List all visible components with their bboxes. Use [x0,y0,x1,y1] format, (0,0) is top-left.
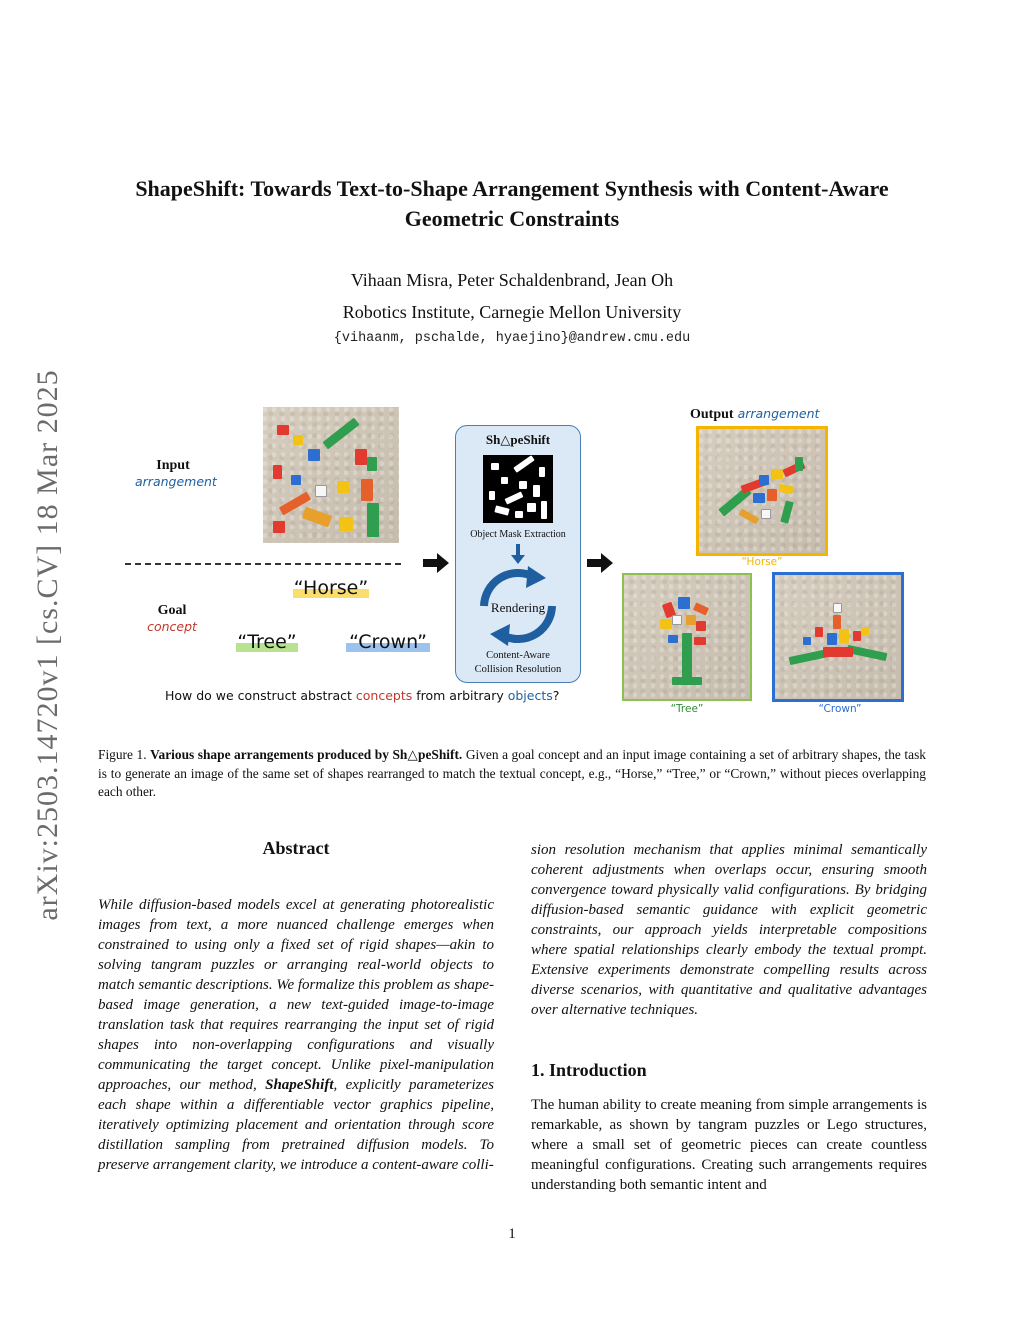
introduction-text: The human ability to create meaning from simple arrangements is remarkable, as shown by tangram puzzles or Lego structures, where a small set of geometric pieces can create countless meaningful configurations. Creating such arrangements requires understanding both semantic intent and [531,1097,927,1193]
photo-block [833,615,841,629]
photo-block [367,503,379,537]
method-panel [455,425,581,683]
figure-caption [98,746,926,802]
photo-block [273,521,285,533]
photo-block [308,449,320,461]
photo-block [339,517,353,531]
mask-block [513,455,534,473]
photo-block [696,621,706,631]
output-label-sub: arrangement [737,406,820,421]
mask-block [533,485,540,497]
mask-block [501,477,508,484]
photo-block [759,475,769,485]
photo-block [273,465,282,479]
rendering-label: Rendering [490,600,546,615]
photo-block [277,425,289,435]
photo-block [678,597,690,609]
output-crown-label: “Crown” [818,703,862,715]
author-emails: {vihaanm, pschalde, hyaejino}@andrew.cmu.edu [333,331,691,346]
concept-horse: “Horse” [293,577,369,599]
page-number: 1 [508,1226,516,1242]
photo-block [315,485,327,497]
photo-block [767,489,777,501]
title-line-2: Geometric Constraints [404,206,620,231]
mask-block [541,501,547,519]
figure-1 [0,395,1024,725]
question-end: ? [552,688,560,703]
output-label-title: Output [690,407,734,422]
introduction-heading: 1. Introduction [531,1060,647,1080]
photo-block [694,637,706,645]
mask-block [527,503,536,512]
photo-block [761,509,771,519]
dashed-divider [125,563,401,565]
mask-block [519,481,527,489]
concept-crown: “Crown” [346,631,430,653]
mask-block [505,491,524,504]
photo-block [355,449,367,465]
photo-block [367,457,377,471]
photo-block [815,627,823,637]
question-concepts: concepts [355,688,413,703]
concept-tree: “Tree” [237,631,297,653]
output-horse-photo [696,426,828,556]
mask-block [515,511,523,518]
question-objects: objects [507,688,553,703]
goal-label [140,603,204,634]
collision-label-1: Content-Aware [486,650,550,661]
question-part-1: How do we construct abstract [165,688,356,703]
photo-block [337,481,349,493]
input-label-title: Input [156,458,190,473]
abstract-method-name: ShapeShift [265,1077,334,1093]
mask-block [539,467,545,477]
photo-block [839,629,849,643]
photo-block [861,627,869,635]
photo-block [672,615,682,625]
mask-block [491,463,499,470]
arrow-down-icon [511,544,525,564]
method-name: Sh△peShift [485,432,551,447]
photo-block [668,635,678,643]
input-label-sub: arrangement [135,474,217,489]
caption-bold: Various shape arrangements produced by Sh△peShift. [150,747,463,762]
abstract-text-after: , explicitly parameterizes each shape within a differentiable vector graphics pipeline, iteratively optimizing placement and orientation through score distillation sampling from pretrained diffusion models. To preserve arrangement clarity, we introduce a content-aware colli- [98,1077,494,1173]
goal-label-sub: concept [147,619,197,634]
input-label [135,458,217,489]
photo-block [361,479,373,501]
object-mask-image [483,455,553,523]
question-part-2: from arbitrary [412,688,508,703]
input-arrangement-photo [263,407,399,543]
collision-label-2: Collision Resolution [474,664,562,675]
mask-block [489,491,495,500]
abstract-continued: sion resolution mechanism that applies minimal semantically coherent adjustments when overlaps occur, ensuring smooth convergence toward physically valid configurations. By bridging diffusion-based semantic guidance with explicit geometric constraints, our approach yields interpretable compositions where spatial relationships clearly embody the textual prompt. Extensive experiments demonstrate compelling results across diverse scenarios, with quantitative and qualitative advantages over alternative techniques. [531,842,927,1018]
abstract-heading: Abstract [262,838,330,858]
photo-block [795,457,803,471]
caption-text: Given a goal concept and an input image containing a set of arbitrary shapes, the task is to generate an image of the same set of shapes rearranged to match the textual concept, e.g., “Horse,” “Tree,” or “Crown,” without pieces overlapping each other. [98,747,926,799]
output-label [690,405,835,423]
arxiv-identifier: arXiv:2503.14720v1 [cs.CV] 18 Mar 2025 [31,369,64,921]
output-tree-photo [622,573,752,701]
arrow-right-icon [423,553,449,573]
abstract-text-before: While diffusion-based models excel at generating photorealistic images from text, a more nuanced challenge emerges when constrained to using only a fixed set of rigid shapes—akin to solving tangram puzzles or arranging real-world objects to match semantic descriptions. We formalize this problem as shape-based image generation, a new text-guided image-to-image translation task that requires rearranging the input set of rigid shapes into non-overlapping configurations and visually communicating the target concept. Unlike pixel-manipulation approaches, our method, [98,897,494,1093]
figure-question [165,688,585,703]
photo-block [682,633,692,683]
output-horse-label: “Horse” [741,556,783,568]
mask-block [494,505,509,515]
photo-block [291,475,301,485]
photo-block [660,619,672,629]
goal-label-title: Goal [157,603,187,618]
photo-block [686,615,696,625]
photo-block [672,677,702,685]
authors: Vihaan Misra, Peter Schaldenbrand, Jean Oh [350,270,674,290]
photo-block [853,631,861,641]
title-line-1: ShapeShift: Towards Text-to-Shape Arrangement Synthesis with Content-Aware [135,176,889,201]
output-crown-photo [772,572,904,702]
arrow-right-icon [587,553,613,573]
output-tree-label: “Tree” [670,703,704,715]
photo-block [827,633,837,645]
caption-prefix: Figure 1. [98,747,151,762]
photo-block [293,435,303,445]
affiliation: Robotics Institute, Carnegie Mellon University [342,302,682,322]
abstract-text [98,895,494,1175]
photo-block [771,469,783,479]
photo-block [833,603,842,613]
photo-block [753,493,765,503]
photo-block [823,647,853,657]
mask-extraction-label: Object Mask Extraction [470,529,566,540]
photo-block [803,637,811,645]
paper-title [90,174,934,234]
